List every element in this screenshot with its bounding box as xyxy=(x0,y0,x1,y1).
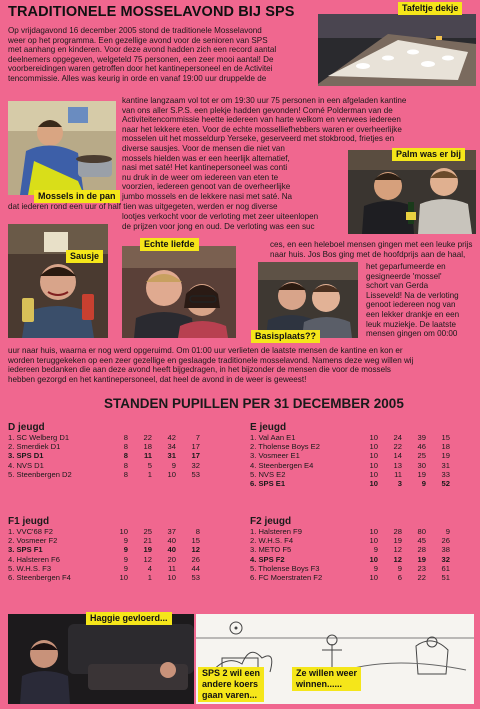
stat-cell: 8 xyxy=(123,460,128,470)
stat-cell: 44 xyxy=(191,563,200,573)
stat-cell: 9 xyxy=(171,460,176,470)
stat-cell: 9 xyxy=(123,545,128,555)
closing-line-2: worden teruggekeken op een zeer gezellige en geslaagde traditionele mosselavond. Namens deze weg willen wij xyxy=(8,355,414,365)
table-row xyxy=(8,555,200,564)
team-name: 2. Vosmeer F2 xyxy=(8,536,58,546)
stat-cell: 31 xyxy=(167,451,176,461)
stat-cell: 18 xyxy=(441,442,450,452)
mid-line-6: diverse sausjes. Voor de mensen die niet van xyxy=(122,143,285,153)
team-name: 6. Steenbergen F4 xyxy=(8,573,71,583)
table-row xyxy=(8,461,200,470)
table-row xyxy=(8,442,200,451)
stat-cell: 19 xyxy=(143,545,152,555)
stat-cell: 14 xyxy=(393,451,402,461)
stat-cell: 10 xyxy=(369,469,378,479)
stat-cell: 53 xyxy=(191,469,200,479)
caption-basisplaats: Basisplaats?? xyxy=(251,330,320,343)
standings-table xyxy=(8,433,200,479)
intro-line-4: deelnemers opgegeven, welgeteld 75 personen, een zeer mooi aantal! De xyxy=(8,54,274,64)
stat-cell: 19 xyxy=(417,469,426,479)
stat-cell: 19 xyxy=(417,554,426,564)
stat-cell: 8 xyxy=(123,442,128,452)
stat-cell: 10 xyxy=(369,460,378,470)
stat-cell: 19 xyxy=(393,536,402,546)
stat-cell: 26 xyxy=(191,554,200,564)
mid-line-9: nu druk in de weer om iedereen van eten te xyxy=(122,172,279,182)
right2-line-4: Lisseveld! Na de verloting xyxy=(366,290,459,300)
stat-cell: 42 xyxy=(167,433,176,442)
team-name: 4. Steenbergen E4 xyxy=(250,460,314,470)
mid-line-10: voorzien, iedereen genoot van de overheerlijke xyxy=(122,182,291,192)
mid-line-8: nasi met saté! Het kantinepersoneel was conti xyxy=(122,163,288,173)
stat-cell: 15 xyxy=(191,536,200,546)
stat-cell: 22 xyxy=(393,442,402,452)
photo-palm-was-er-bij xyxy=(348,150,476,234)
article-lootjes xyxy=(122,212,362,231)
photo-basisplaats xyxy=(258,262,358,338)
team-name: 3. Vosmeer E1 xyxy=(250,451,300,461)
intro-line-6: tencommissie. Alles was keurig in orde en vanaf 19:00 uur druppelde de xyxy=(8,73,267,83)
table-row xyxy=(250,433,450,442)
stat-cell: 30 xyxy=(417,460,426,470)
stat-cell: 10 xyxy=(369,479,378,489)
stat-cell: 1 xyxy=(147,573,152,583)
intro-line-1: Op vrijdagavond 16 december 2005 stond de traditionele Mosselavond xyxy=(8,26,262,35)
table-row xyxy=(250,555,450,564)
mid-line-11: jumbo mossels en de lekkere nasi met saté. Na xyxy=(122,191,293,201)
standings-table xyxy=(250,527,450,582)
stat-cell: 10 xyxy=(119,573,128,583)
stat-cell: 61 xyxy=(441,563,450,573)
stat-cell: 10 xyxy=(119,527,128,536)
mid-line-5: mosselen uit het mosseldurp Yerseke, geserveerd met stokbrood, frietjes en xyxy=(122,134,395,144)
team-name: 1. Val Aan E1 xyxy=(250,433,296,442)
group-title: F1 jeugd xyxy=(8,516,50,527)
stat-cell: 12 xyxy=(393,554,402,564)
closing-line-4: hebben gezorgd en het kantinepersoneel, dat heel de avond in de weer is geweest! xyxy=(8,374,307,384)
caption-tafeltje-dekje: Tafeltje dekje xyxy=(398,2,462,15)
right2-line-7: leuk muziekje. De laatste xyxy=(366,319,456,329)
stat-cell: 40 xyxy=(167,545,176,555)
standings-e-jeugd xyxy=(250,422,450,488)
caption-ze-willen-weer-winnen: Ze willen weer winnen...... xyxy=(292,667,361,691)
stat-cell: 10 xyxy=(167,573,176,583)
table-row xyxy=(8,527,200,536)
team-name: 4. SPS F2 xyxy=(250,554,285,564)
table-row xyxy=(250,527,450,536)
group-title: F2 jeugd xyxy=(250,516,292,527)
mid-line-3: Activiteitencommissie heette iedereen van harte welkom en verwees iedereen xyxy=(122,115,401,125)
mid-line-4: naar het lekkere eten. Voor de echte mosselliefhebbers waren er overheerlijke xyxy=(122,124,402,134)
intro-line-3: met aanhang en kinderen. Voor deze avond hadden zich een record aantal xyxy=(8,45,277,55)
stat-cell: 52 xyxy=(441,479,450,489)
stat-cell: 26 xyxy=(441,536,450,546)
photo-mossels-in-de-pan xyxy=(8,101,116,195)
caption-echte-liefde: Echte liefde xyxy=(140,238,199,251)
stat-cell: 21 xyxy=(143,536,152,546)
stat-cell: 10 xyxy=(369,527,378,536)
stat-cell: 9 xyxy=(123,554,128,564)
right2-line-8: mensen gingen om 00:00 xyxy=(366,329,458,339)
article-intro xyxy=(8,26,318,84)
stat-cell: 10 xyxy=(369,442,378,452)
closing-line-3: iedereen bedanken die aan deze avond heeft bijgedragen, in het bijzonder de mensen die voor de mossels xyxy=(8,365,391,375)
stat-cell: 9 xyxy=(421,479,426,489)
group-title: E jeugd xyxy=(250,422,287,433)
stat-cell: 34 xyxy=(167,442,176,452)
table-row xyxy=(8,451,200,460)
stat-cell: 11 xyxy=(168,563,176,573)
team-name: 4. Halsteren F6 xyxy=(8,554,60,564)
stat-cell: 32 xyxy=(191,460,200,470)
stat-cell: 8 xyxy=(123,451,128,461)
table-row xyxy=(250,451,450,460)
mid-line-7: mossels hielden was er een heerlijk alternatief, xyxy=(122,153,290,163)
stat-cell: 10 xyxy=(167,469,176,479)
stat-cell: 28 xyxy=(417,545,426,555)
intro-line-2: weer op het programma. Een gezellige avond voor de senioren van SPS xyxy=(8,35,268,45)
stat-cell: 22 xyxy=(143,433,152,442)
team-name: 4. NVS D1 xyxy=(8,460,44,470)
stat-cell: 12 xyxy=(393,545,402,555)
right2-line-3: schort van Gerda xyxy=(366,281,429,291)
stat-cell: 9 xyxy=(445,527,450,536)
stat-cell: 33 xyxy=(441,469,450,479)
article-right-top xyxy=(244,240,480,259)
stat-cell: 31 xyxy=(441,460,450,470)
mid-line-1: kantine langzaam vol tot er om 19:30 uur 75 personen in een afgeladen kantine xyxy=(122,96,407,105)
team-name: 5. Steenbergen D2 xyxy=(8,469,72,479)
table-row xyxy=(8,573,200,582)
table-row xyxy=(8,564,200,573)
stat-cell: 17 xyxy=(191,442,200,452)
stat-cell: 24 xyxy=(393,433,402,442)
team-name: 5. W.H.S. F3 xyxy=(8,563,52,573)
stat-cell: 10 xyxy=(369,433,378,442)
lootjes-line-1: lootjes verkocht voor de verloting met zeer uiteenlopen xyxy=(122,212,319,221)
team-name: 3. SPS F1 xyxy=(8,545,43,555)
stat-cell: 80 xyxy=(417,527,426,536)
stat-cell: 10 xyxy=(369,536,378,546)
stat-cell: 11 xyxy=(394,469,402,479)
standings-f1-jeugd xyxy=(8,516,200,582)
caption-mossels-in-de-pan: Mossels in de pan xyxy=(34,190,120,203)
stat-cell: 3 xyxy=(397,479,402,489)
table-row xyxy=(250,573,450,582)
right2-line-6: een lekker drankje en een xyxy=(366,309,460,319)
closing-line-1: uur naar huis, waarna er nog werd opgeruimd. Om 01:00 uur verlieten de laatste mensen de kantine en kon er xyxy=(8,346,403,355)
table-row xyxy=(250,461,450,470)
team-name: 3. SPS D1 xyxy=(8,451,44,461)
team-name: 6. FC Moerstraten F2 xyxy=(250,573,323,583)
photo-echte-liefde xyxy=(122,246,236,338)
mid-line-2: van ons aller S.P.S. een plekje hadden gevonden! Corné Polderman van de xyxy=(122,105,393,115)
stat-cell: 13 xyxy=(393,460,402,470)
stat-cell: 1 xyxy=(147,469,152,479)
team-name: 3. METO F5 xyxy=(250,545,292,555)
stat-cell: 20 xyxy=(167,554,176,564)
article-right-column xyxy=(366,262,478,339)
article-wide-line: dat iederen rond een uur of half tien was uitgegeten, werden er nog diverse xyxy=(8,202,278,211)
table-row xyxy=(250,470,450,479)
caption-sausje: Sausje xyxy=(66,250,103,263)
table-row xyxy=(8,536,200,545)
caption-sps2-koers: SPS 2 wil een andere koers gaan varen... xyxy=(198,667,264,702)
table-row xyxy=(250,479,450,488)
stat-cell: 51 xyxy=(441,573,450,583)
standings-table xyxy=(250,433,450,488)
caption-haggie-gevloerd: Haggie gevloerd... xyxy=(86,612,172,625)
standings-d-jeugd xyxy=(8,422,200,479)
standings-table xyxy=(8,527,200,582)
page-title: TRADITIONELE MOSSELAVOND BIJ SPS xyxy=(8,4,295,20)
stat-cell: 32 xyxy=(441,554,450,564)
group-title: D jeugd xyxy=(8,422,45,433)
stat-cell: 7 xyxy=(195,433,200,442)
stat-cell: 9 xyxy=(397,563,402,573)
right2-line-5: genoot iedereen nog van xyxy=(366,300,456,310)
stat-cell: 23 xyxy=(417,563,426,573)
stat-cell: 9 xyxy=(123,563,128,573)
team-name: 6. SPS E1 xyxy=(250,479,286,489)
table-row xyxy=(250,442,450,451)
stat-cell: 39 xyxy=(417,433,426,442)
right-line-2: naar huis. Jos Bos ging met de hoofdprijs aan de haal, xyxy=(270,249,466,259)
stat-cell: 25 xyxy=(417,451,426,461)
stat-cell: 46 xyxy=(417,442,426,452)
stat-cell: 38 xyxy=(441,545,450,555)
stat-cell: 8 xyxy=(195,527,200,536)
team-name: 5. NVS E2 xyxy=(250,469,286,479)
stat-cell: 25 xyxy=(143,527,152,536)
table-row xyxy=(250,564,450,573)
standings-f2-jeugd xyxy=(250,516,450,582)
stat-cell: 15 xyxy=(441,433,450,442)
stat-cell: 6 xyxy=(397,573,402,583)
stat-cell: 17 xyxy=(191,451,200,461)
stat-cell: 28 xyxy=(393,527,402,536)
photo-tafeltje-dekje xyxy=(318,14,476,86)
team-name: 1. VVC'68 F2 xyxy=(8,527,53,536)
stat-cell: 37 xyxy=(167,527,176,536)
right-line-1: ces, en een heleboel mensen gingen met een leuke prijs xyxy=(270,240,473,249)
stat-cell: 8 xyxy=(123,469,128,479)
stat-cell: 19 xyxy=(441,451,450,461)
stat-cell: 8 xyxy=(123,433,128,442)
article-closing xyxy=(8,346,476,384)
standings-heading: STANDEN PUPILLEN PER 31 DECEMBER 2005 xyxy=(104,396,404,411)
stat-cell: 45 xyxy=(417,536,426,546)
stat-cell: 40 xyxy=(167,536,176,546)
intro-line-5: voorbereidingen waren getroffen door het kantinepersoneel en de Activitei xyxy=(8,64,273,74)
table-row xyxy=(250,536,450,545)
stat-cell: 12 xyxy=(143,554,152,564)
table-row xyxy=(8,470,200,479)
team-name: 1. Halsteren F9 xyxy=(250,527,302,536)
stat-cell: 10 xyxy=(369,451,378,461)
photo-haggie-gevloerd xyxy=(8,614,194,704)
stat-cell: 11 xyxy=(143,451,152,461)
stat-cell: 9 xyxy=(123,536,128,546)
stat-cell: 10 xyxy=(369,573,378,583)
right2-line-2: gesigneerde 'mossel' xyxy=(366,271,442,281)
stat-cell: 53 xyxy=(191,573,200,583)
stat-cell: 22 xyxy=(417,573,426,583)
stat-cell: 4 xyxy=(147,563,152,573)
photo-sausje xyxy=(8,224,108,338)
table-row xyxy=(8,545,200,554)
team-name: 5. Tholense Boys F3 xyxy=(250,563,320,573)
team-name: 2. Smerdiek D1 xyxy=(8,442,61,452)
stat-cell: 9 xyxy=(373,563,378,573)
stat-cell: 5 xyxy=(147,460,152,470)
stat-cell: 10 xyxy=(369,554,378,564)
right2-line-1: het geparfumeerde en xyxy=(366,262,446,271)
stat-cell: 12 xyxy=(191,545,200,555)
stat-cell: 18 xyxy=(143,442,152,452)
table-row xyxy=(250,545,450,554)
stat-cell: 9 xyxy=(373,545,378,555)
team-name: 1. SC Welberg D1 xyxy=(8,433,70,442)
table-row xyxy=(8,433,200,442)
team-name: 2. Tholense Boys E2 xyxy=(250,442,320,452)
caption-palm-was-er-bij: Palm was er bij xyxy=(392,148,465,161)
lootjes-line-2: de prijzen voor jong en oud. De verloting was een suc xyxy=(122,221,315,231)
team-name: 2. W.H.S. F4 xyxy=(250,536,294,546)
